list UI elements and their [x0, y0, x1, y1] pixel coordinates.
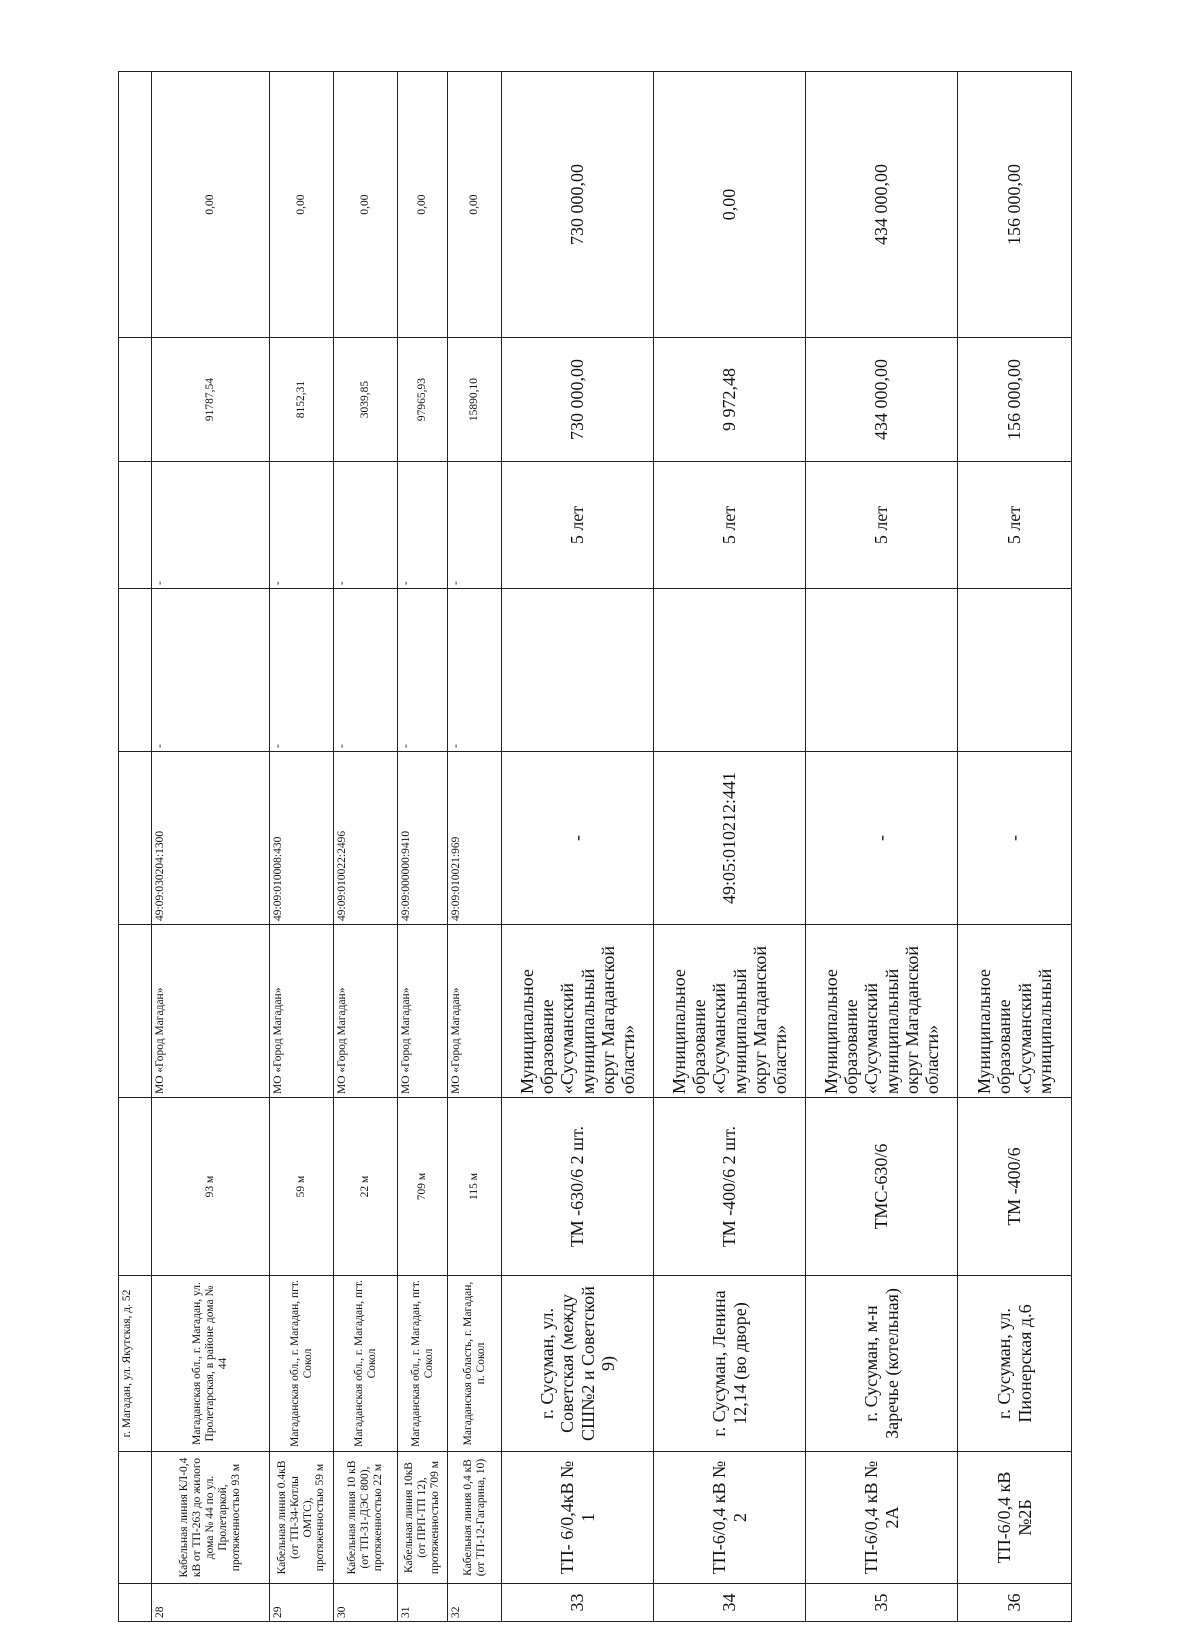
top-row-address: г. Магадан, ул. Якутская, д. 52 [119, 1276, 152, 1452]
owner-name: Муниципальное образование «Сусуманский муниципальный округ Магаданской области» [654, 925, 806, 1098]
object-address: Магаданская обл., г. Магадан, ул. Пролетарская, в районе дома № 44 [152, 1276, 270, 1452]
table-row [270, 72, 334, 1622]
encumbrance: - [270, 589, 334, 752]
object-name: ТП-6/0,4 кВ № 2А [806, 1452, 958, 1584]
residual-value: 0,00 [334, 72, 398, 338]
object-address: г. Сусуман, м-н Заречье (котельная) [806, 1276, 958, 1452]
object-name: Кабельная линия 0,4 кВ (от ТП-12-Гагарина, 10) [448, 1452, 502, 1584]
row-number: 28 [152, 1584, 270, 1622]
lease-term: - [270, 462, 334, 589]
encumbrance: - [398, 589, 448, 752]
owner-name: МО «Город Магадан» [398, 925, 448, 1098]
row-number: 35 [806, 1584, 958, 1622]
object-spec: 59 м [270, 1098, 334, 1276]
lease-term: 5 лет [958, 462, 1072, 589]
object-address: Магаданская обл., г. Магадан, пгт. Сокол [270, 1276, 334, 1452]
cadastral-number: 49:09:010008:430 [270, 752, 334, 925]
table-row [958, 72, 1072, 1622]
lease-term: - [448, 462, 502, 589]
book-cost: 8152,31 [270, 338, 334, 462]
object-name: ТП-6/0,4 кВ № 2 [654, 1452, 806, 1584]
lease-term: 5 лет [502, 462, 654, 589]
book-cost: 97965,93 [398, 338, 448, 462]
object-address: Магаданская область, г. Магадан, п. Сокол [448, 1276, 502, 1452]
object-spec: 93 м [152, 1098, 270, 1276]
row-number: 33 [502, 1584, 654, 1622]
row-number: 31 [398, 1584, 448, 1622]
book-cost: 156 000,00 [958, 338, 1072, 462]
owner-name: МО «Город Магадан» [448, 925, 502, 1098]
row-number: 32 [448, 1584, 502, 1622]
cadastral-number: - [806, 752, 958, 925]
book-cost: 3039,85 [334, 338, 398, 462]
encumbrance [502, 589, 654, 752]
object-name: Кабельная линия КЛ-0,4 кВ от ТП-263 до жилого дома № 44 по ул. Пролетаркой, протяженностью 93 м [152, 1452, 270, 1584]
table-row [334, 72, 398, 1622]
top-row [119, 72, 152, 1622]
encumbrance [806, 589, 958, 752]
residual-value: 0,00 [270, 72, 334, 338]
table-row [448, 72, 502, 1622]
cadastral-number: - [502, 752, 654, 925]
encumbrance: - [152, 589, 270, 752]
object-spec: ТМ -400/6 [958, 1098, 1072, 1276]
cadastral-number: 49:09:010022:2496 [334, 752, 398, 925]
encumbrance [958, 589, 1072, 752]
book-cost: 91787,54 [152, 338, 270, 462]
owner-name: МО «Город Магадан» [152, 925, 270, 1098]
object-name: ТП- 6/0,4кВ № 1 [502, 1452, 654, 1584]
encumbrance [654, 589, 806, 752]
object-name: Кабельная линия 10 кВ (от ТП-31-ДЭС 800), протяженностью 22 м [334, 1452, 398, 1584]
object-name: ТП-6/0,4 кВ №2Б [958, 1452, 1072, 1584]
book-cost: 15890,10 [448, 338, 502, 462]
object-address: Магаданская обл., г. Магадан, пгт. Сокол [334, 1276, 398, 1452]
lease-term: 5 лет [654, 462, 806, 589]
cadastral-number: 49:05:010212:441 [654, 752, 806, 925]
row-number: 34 [654, 1584, 806, 1622]
residual-value: 730 000,00 [502, 72, 654, 338]
owner-name: Муниципальное образование «Сусуманский муниципальный округ Магаданской области» [806, 925, 958, 1098]
cadastral-number: 49:09:010021:969 [448, 752, 502, 925]
owner-name: Муниципальное образование «Сусуманский муниципальный [958, 925, 1072, 1098]
table-row [502, 72, 654, 1622]
residual-value: 156 000,00 [958, 72, 1072, 338]
residual-value: 0,00 [152, 72, 270, 338]
row-number: 36 [958, 1584, 1072, 1622]
table-row [806, 72, 958, 1622]
residual-value: 434 000,00 [806, 72, 958, 338]
book-cost: 730 000,00 [502, 338, 654, 462]
encumbrance: - [448, 589, 502, 752]
property-table [118, 71, 1072, 1622]
object-address: г. Сусуман, ул. Советская (между СШ№2 и Советской 9) [502, 1276, 654, 1452]
encumbrance: - [334, 589, 398, 752]
object-address: г. Сусуман, Ленина 12,14 (во дворе) [654, 1276, 806, 1452]
rotated-page [118, 72, 1055, 1622]
object-name: Кабельная линия 0.4кВ (от ТП-34-Котлы ОМТС), протяженностью 59 м [270, 1452, 334, 1584]
row-number: 30 [334, 1584, 398, 1622]
object-address: Магаданская обл., г. Магадан, пгт. Сокол [398, 1276, 448, 1452]
object-spec: ТМС-630/6 [806, 1098, 958, 1276]
object-spec: 22 м [334, 1098, 398, 1276]
cadastral-number: 49:09:030204:1300 [152, 752, 270, 925]
object-name: Кабельная линия 10кВ (от ПРП-ТП 12), протяженностью 709 м [398, 1452, 448, 1584]
table-row [654, 72, 806, 1622]
object-spec: ТМ -630/6 2 шт. [502, 1098, 654, 1276]
book-cost: 434 000,00 [806, 338, 958, 462]
object-spec: 709 м [398, 1098, 448, 1276]
cadastral-number: 49:09:000000:9410 [398, 752, 448, 925]
lease-term: - [152, 462, 270, 589]
object-address: г. Сусуман, ул. Пионерская д.6 [958, 1276, 1072, 1452]
owner-name: МО «Город Магадан» [334, 925, 398, 1098]
residual-value: 0,00 [398, 72, 448, 338]
residual-value: 0,00 [654, 72, 806, 338]
owner-name: МО «Город Магадан» [270, 925, 334, 1098]
owner-name: Муниципальное образование «Сусуманский муниципальный округ Магаданской области» [502, 925, 654, 1098]
book-cost: 9 972,48 [654, 338, 806, 462]
cadastral-number: - [958, 752, 1072, 925]
object-spec: 115 м [448, 1098, 502, 1276]
table-row [398, 72, 448, 1622]
table-row [152, 72, 270, 1622]
lease-term: - [334, 462, 398, 589]
residual-value: 0,00 [448, 72, 502, 338]
lease-term: - [398, 462, 448, 589]
row-number: 29 [270, 1584, 334, 1622]
lease-term: 5 лет [806, 462, 958, 589]
object-spec: ТМ -400/6 2 шт. [654, 1098, 806, 1276]
